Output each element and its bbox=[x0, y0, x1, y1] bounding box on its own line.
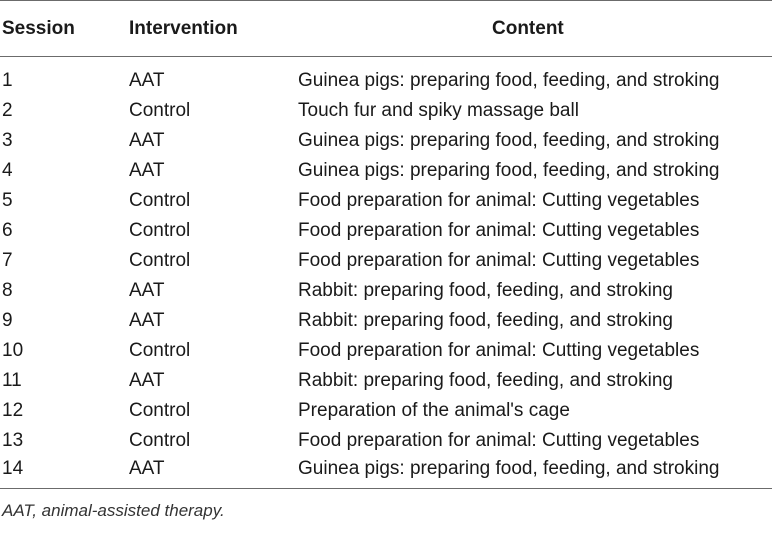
cell-intervention: Control bbox=[129, 429, 191, 451]
cell-intervention: Control bbox=[129, 249, 191, 271]
table-footnote: AAT, animal-assisted therapy. bbox=[0, 489, 772, 522]
table-row bbox=[0, 366, 772, 396]
cell-intervention: Control bbox=[129, 399, 191, 421]
table-row bbox=[0, 96, 772, 126]
cell-intervention: AAT bbox=[129, 458, 165, 480]
header-row bbox=[0, 1, 772, 57]
footnote-row bbox=[0, 489, 772, 522]
table-header bbox=[0, 1, 772, 57]
cell-content: Touch fur and spiky massage ball bbox=[298, 99, 579, 121]
cell-intervention: AAT bbox=[129, 279, 165, 301]
cell-content: Food preparation for animal: Cutting vegetables bbox=[298, 249, 700, 271]
cell-session: 11 bbox=[2, 369, 22, 391]
cell-content: Rabbit: preparing food, feeding, and stroking bbox=[298, 309, 673, 331]
cell-content: Food preparation for animal: Cutting vegetables bbox=[298, 429, 700, 451]
cell-content: Rabbit: preparing food, feeding, and stroking bbox=[298, 369, 673, 391]
table-row bbox=[0, 276, 772, 306]
header-content: Content bbox=[296, 1, 772, 57]
cell-session: 9 bbox=[2, 309, 13, 331]
table-row bbox=[0, 126, 772, 156]
cell-session: 3 bbox=[2, 129, 13, 151]
table-row bbox=[0, 216, 772, 246]
cell-intervention: AAT bbox=[129, 129, 165, 151]
cell-content: Rabbit: preparing food, feeding, and stroking bbox=[298, 279, 673, 301]
cell-session: 14 bbox=[2, 458, 24, 480]
cell-session: 5 bbox=[2, 189, 13, 211]
table-footer bbox=[0, 489, 772, 522]
cell-session: 7 bbox=[2, 249, 13, 271]
cell-content: Food preparation for animal: Cutting vegetables bbox=[298, 219, 700, 241]
cell-intervention: AAT bbox=[129, 369, 165, 391]
cell-session: 4 bbox=[2, 159, 13, 181]
cell-content: Guinea pigs: preparing food, feeding, and stroking bbox=[298, 159, 720, 181]
cell-intervention: Control bbox=[129, 99, 191, 121]
table-body bbox=[0, 57, 772, 489]
cell-content: Food preparation for animal: Cutting vegetables bbox=[298, 339, 700, 361]
table-row bbox=[0, 426, 772, 456]
cell-content: Preparation of the animal's cage bbox=[298, 399, 570, 421]
cell-intervention: Control bbox=[129, 219, 191, 241]
cell-intervention: Control bbox=[129, 189, 191, 211]
cell-content: Guinea pigs: preparing food, feeding, and stroking bbox=[298, 458, 720, 480]
header-intervention: Intervention bbox=[127, 1, 296, 57]
cell-intervention: Control bbox=[129, 339, 191, 361]
table-row bbox=[0, 186, 772, 216]
table-row bbox=[0, 246, 772, 276]
cell-content: Food preparation for animal: Cutting vegetables bbox=[298, 189, 700, 211]
cell-session: 1 bbox=[2, 70, 13, 92]
table-row bbox=[0, 57, 772, 96]
table-row bbox=[0, 456, 772, 489]
header-session: Session bbox=[0, 1, 127, 57]
cell-intervention: AAT bbox=[129, 159, 165, 181]
table-row bbox=[0, 156, 772, 186]
cell-session: 10 bbox=[2, 339, 24, 361]
cell-content: Guinea pigs: preparing food, feeding, and stroking bbox=[298, 70, 720, 92]
table-row bbox=[0, 306, 772, 336]
cell-session: 13 bbox=[2, 429, 24, 451]
cell-content: Guinea pigs: preparing food, feeding, and stroking bbox=[298, 129, 720, 151]
cell-intervention: AAT bbox=[129, 309, 165, 331]
cell-session: 6 bbox=[2, 219, 13, 241]
cell-session: 2 bbox=[2, 99, 13, 121]
table-row bbox=[0, 336, 772, 366]
cell-session: 12 bbox=[2, 399, 24, 421]
table-row bbox=[0, 396, 772, 426]
cell-session: 8 bbox=[2, 279, 13, 301]
cell-intervention: AAT bbox=[129, 70, 165, 92]
